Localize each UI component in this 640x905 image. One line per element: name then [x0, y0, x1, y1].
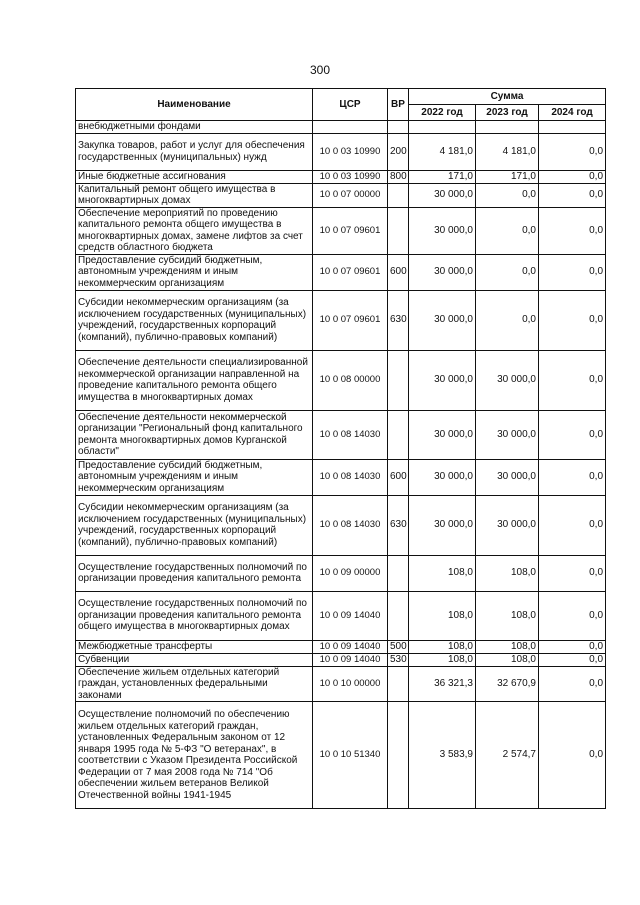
cell-y2024: 0,0: [539, 640, 606, 653]
cell-y2023: 4 181,0: [476, 133, 539, 170]
cell-vr: 630: [388, 290, 409, 350]
cell-y2024: 0,0: [539, 170, 606, 183]
cell-y2023: 171,0: [476, 170, 539, 183]
cell-y2023: [476, 121, 539, 134]
cell-vr: [388, 702, 409, 809]
cell-csr: 10 0 08 14030: [313, 410, 388, 459]
cell-y2024: 0,0: [539, 666, 606, 702]
cell-name: Осуществление государственных полномочий по организации проведения капитального ремонта общего имущества в многоквартирных домах: [76, 591, 313, 640]
cell-name: Иные бюджетные ассигнования: [76, 170, 313, 183]
table-row: [76, 459, 606, 495]
cell-name: Предоставление субсидий бюджетным, автономным учреждениям и иным некоммерческим организациям: [76, 459, 313, 495]
cell-csr: 10 0 03 10990: [313, 170, 388, 183]
table-row: [76, 653, 606, 666]
header-year-2022: 2022 год: [409, 105, 476, 121]
cell-csr: [313, 121, 388, 134]
cell-y2023: 108,0: [476, 640, 539, 653]
header-sum: Сумма: [409, 89, 606, 105]
cell-y2024: 0,0: [539, 183, 606, 207]
cell-name: Обеспечение мероприятий по проведению капитального ремонта общего имущества в многоквартирных домах, замене лифтов за счет средств областного бюджета: [76, 207, 313, 254]
table-row: [76, 133, 606, 170]
budget-table: [75, 88, 606, 809]
cell-y2022: 30 000,0: [409, 495, 476, 555]
table-row: [76, 170, 606, 183]
cell-vr: [388, 207, 409, 254]
cell-name: Закупка товаров, работ и услуг для обеспечения государственных (муниципальных) нужд: [76, 133, 313, 170]
cell-csr: 10 0 10 51340: [313, 702, 388, 809]
cell-csr: 10 0 09 00000: [313, 555, 388, 591]
cell-vr: 800: [388, 170, 409, 183]
table-row: [76, 183, 606, 207]
header-csr: ЦСР: [313, 89, 388, 121]
cell-vr: 600: [388, 254, 409, 290]
table-row: [76, 591, 606, 640]
cell-vr: [388, 183, 409, 207]
table-body: [76, 121, 606, 809]
cell-vr: [388, 121, 409, 134]
cell-vr: [388, 666, 409, 702]
cell-y2022: 108,0: [409, 653, 476, 666]
cell-name: Обеспечение жильем отдельных категорий граждан, установленных федеральными законами: [76, 666, 313, 702]
cell-vr: [388, 591, 409, 640]
cell-y2022: 30 000,0: [409, 290, 476, 350]
cell-csr: 10 0 08 14030: [313, 459, 388, 495]
cell-y2023: 0,0: [476, 290, 539, 350]
cell-vr: 630: [388, 495, 409, 555]
cell-name: Осуществление государственных полномочий по организации проведения капитального ремонта: [76, 555, 313, 591]
cell-csr: 10 0 09 14040: [313, 640, 388, 653]
table-row: [76, 495, 606, 555]
cell-vr: [388, 555, 409, 591]
cell-y2022: 30 000,0: [409, 459, 476, 495]
table-row: [76, 254, 606, 290]
cell-y2024: 0,0: [539, 254, 606, 290]
cell-y2023: 30 000,0: [476, 350, 539, 410]
cell-y2024: 0,0: [539, 207, 606, 254]
cell-name: Межбюджетные трансферты: [76, 640, 313, 653]
cell-csr: 10 0 09 14040: [313, 591, 388, 640]
cell-y2023: 108,0: [476, 653, 539, 666]
cell-csr: 10 0 07 09601: [313, 290, 388, 350]
cell-name: внебюджетными фондами: [76, 121, 313, 134]
cell-name: Обеспечение деятельности некоммерческой организации "Региональный фонд капитального ремонта многоквартирных домов Курганской области": [76, 410, 313, 459]
cell-vr: [388, 350, 409, 410]
cell-y2024: 0,0: [539, 591, 606, 640]
cell-vr: 530: [388, 653, 409, 666]
cell-name: Субсидии некоммерческим организациям (за исключением государственных (муниципальных) учреждений, государственных корпораций (компаний), публично-правовых компаний): [76, 290, 313, 350]
cell-y2023: 30 000,0: [476, 495, 539, 555]
cell-vr: 500: [388, 640, 409, 653]
cell-y2023: 2 574,7: [476, 702, 539, 809]
cell-y2024: 0,0: [539, 702, 606, 809]
cell-y2022: 36 321,3: [409, 666, 476, 702]
cell-y2023: 0,0: [476, 254, 539, 290]
cell-y2022: 30 000,0: [409, 350, 476, 410]
cell-y2023: 30 000,0: [476, 459, 539, 495]
cell-y2023: 0,0: [476, 207, 539, 254]
cell-vr: 200: [388, 133, 409, 170]
page-number: 300: [309, 63, 331, 77]
cell-csr: 10 0 07 00000: [313, 183, 388, 207]
cell-y2024: 0,0: [539, 653, 606, 666]
cell-y2022: 171,0: [409, 170, 476, 183]
cell-csr: 10 0 03 10990: [313, 133, 388, 170]
header-year-2024: 2024 год: [539, 105, 606, 121]
table-row: [76, 666, 606, 702]
header-year-2023: 2023 год: [476, 105, 539, 121]
cell-csr: 10 0 08 00000: [313, 350, 388, 410]
cell-y2022: 108,0: [409, 640, 476, 653]
cell-y2024: 0,0: [539, 350, 606, 410]
table-row: [76, 207, 606, 254]
table-row: [76, 640, 606, 653]
cell-vr: [388, 410, 409, 459]
table-row: [76, 290, 606, 350]
cell-name: Осуществление полномочий по обеспечению жильем отдельных категорий граждан, установленных Федеральным законом от 12 января 1995 года № 5-ФЗ "О ветеранах", в соответствии с Указом Президента Российской Федерации от 7 мая 2008 года № 714 "Об обеспечении жильем ветеранов Великой Отечественной войны 1941-1945: [76, 702, 313, 809]
cell-y2022: [409, 121, 476, 134]
table-header: [76, 89, 606, 121]
table-row: [76, 555, 606, 591]
cell-name: Капитальный ремонт общего имущества в многоквартирных домах: [76, 183, 313, 207]
cell-y2024: 0,0: [539, 495, 606, 555]
cell-y2023: 32 670,9: [476, 666, 539, 702]
cell-name: Предоставление субсидий бюджетным, автономным учреждениям и иным некоммерческим организациям: [76, 254, 313, 290]
cell-y2024: 0,0: [539, 555, 606, 591]
cell-y2023: 30 000,0: [476, 410, 539, 459]
cell-y2022: 108,0: [409, 555, 476, 591]
table-row: [76, 350, 606, 410]
cell-y2024: [539, 121, 606, 134]
header-vr: ВР: [388, 89, 409, 121]
cell-y2024: 0,0: [539, 290, 606, 350]
cell-vr: 600: [388, 459, 409, 495]
cell-y2023: 0,0: [476, 183, 539, 207]
cell-name: Субвенции: [76, 653, 313, 666]
cell-y2022: 30 000,0: [409, 254, 476, 290]
cell-y2022: 3 583,9: [409, 702, 476, 809]
cell-y2022: 30 000,0: [409, 410, 476, 459]
cell-y2023: 108,0: [476, 591, 539, 640]
cell-y2022: 30 000,0: [409, 207, 476, 254]
cell-y2024: 0,0: [539, 133, 606, 170]
cell-y2022: 108,0: [409, 591, 476, 640]
table-row: [76, 410, 606, 459]
header-name: Наименование: [76, 89, 313, 121]
cell-y2024: 0,0: [539, 410, 606, 459]
cell-y2022: 30 000,0: [409, 183, 476, 207]
cell-csr: 10 0 07 09601: [313, 207, 388, 254]
cell-csr: 10 0 09 14040: [313, 653, 388, 666]
cell-y2022: 4 181,0: [409, 133, 476, 170]
cell-name: Обеспечение деятельности специализированной некоммерческой организации направленной на проведение капитального ремонта общего имущества в многоквартирных домах: [76, 350, 313, 410]
cell-y2024: 0,0: [539, 459, 606, 495]
table-row: [76, 702, 606, 809]
cell-csr: 10 0 08 14030: [313, 495, 388, 555]
cell-name: Субсидии некоммерческим организациям (за исключением государственных (муниципальных) учреждений, государственных корпораций (компаний), публично-правовых компаний): [76, 495, 313, 555]
cell-y2023: 108,0: [476, 555, 539, 591]
cell-csr: 10 0 10 00000: [313, 666, 388, 702]
cell-csr: 10 0 07 09601: [313, 254, 388, 290]
table-row: [76, 121, 606, 134]
